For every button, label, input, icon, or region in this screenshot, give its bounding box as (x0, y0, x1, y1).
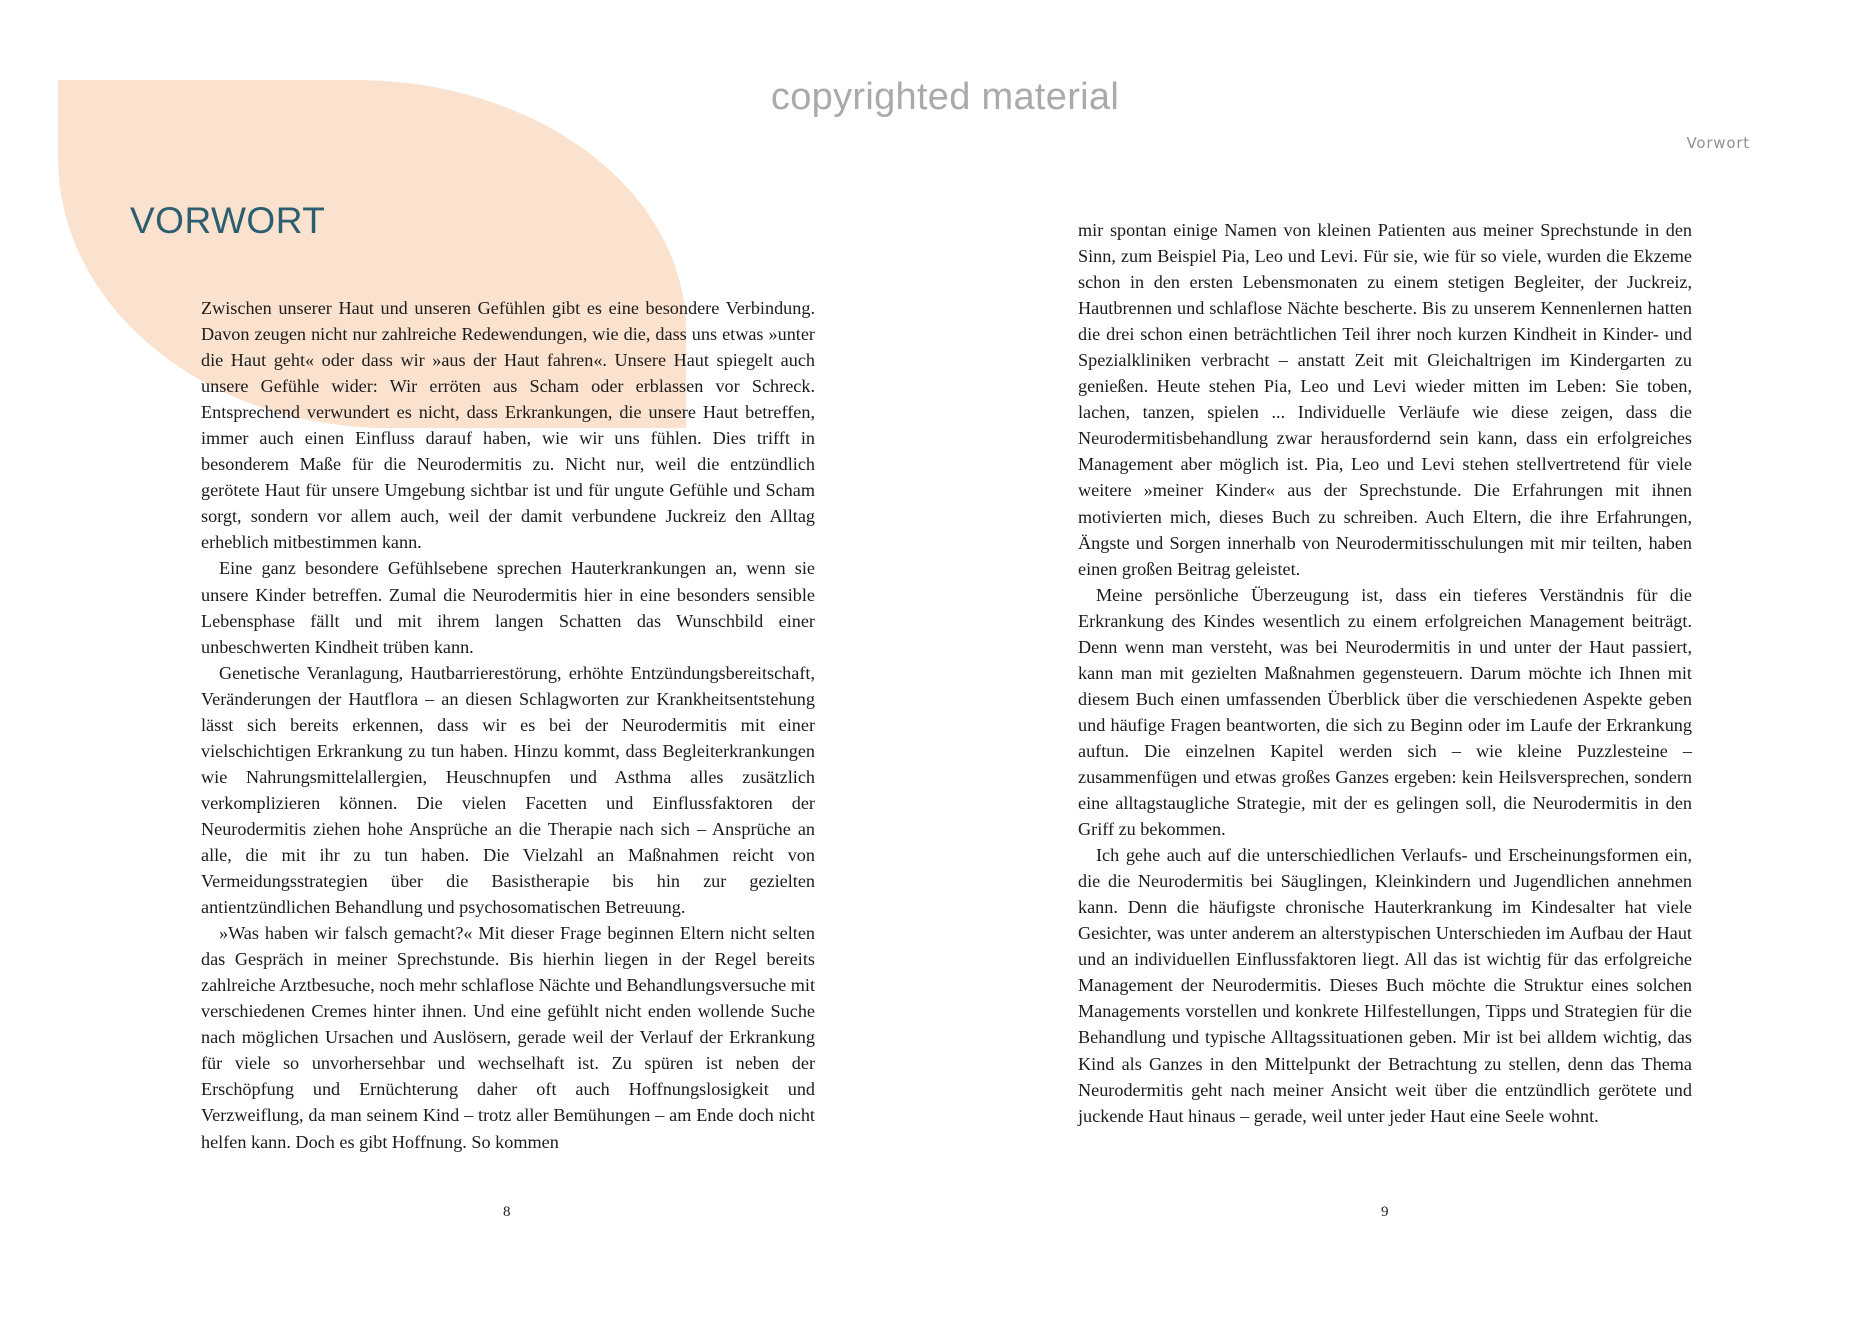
page-number-right: 9 (1381, 1204, 1389, 1220)
paragraph: mir spontan einige Namen von kleinen Patienten aus meiner Sprechstunde in den Sinn, zum Beispiel Pia, Leo und Levi. Für sie, wie für so viele, wurden die Ekzeme schon in den ersten Lebensmonaten zu einem stetigen Begleiter, der Juckreiz, Hautbrennen und schlaflose Nächte bescherte. Bis zu unserem Kennenlernen hatten die drei schon einen beträchtlichen Teil ihrer noch kurzen Kindheit in Kinder- und Spezialkliniken verbracht – anstatt Zeit mit Gleichaltrigen im Kindergarten zu genießen. Heute stehen Pia, Leo und Levi wieder mitten im Leben: Sie toben, lachen, tanzen, spielen ... Individuelle Verläufe wie diese zeigen, dass die Neurodermitisbehandlung zwar herausfordernd sein kann, dass ein erfolgreiches Management aber möglich ist. Pia, Leo und Levi stehen stellvertretend für viele weitere »meiner Kinder« aus der Sprechstunde. Die Erfahrungen mit ihnen motivierten mich, dieses Buch zu schreiben. Auch Eltern, die ihre Erfahrungen, Ängste und Sorgen innerhalb von Neurodermitisschulungen mit mir teilten, haben einen großen Beitrag geleistet. (1078, 220, 1692, 579)
watermark: copyrighted material (770, 76, 1120, 118)
left-page-text (201, 295, 815, 1155)
right-page-text (1078, 217, 1692, 1129)
paragraph: »Was haben wir falsch gemacht?« Mit dieser Frage beginnen Eltern nicht selten das Gespräch in meiner Sprechstunde. Bis hierhin liegen in der Regel bereits zahlreiche Arztbesuche, noch mehr schlaflose Nächte und Behandlungsversuche mit verschiedenen Cremes hinter ihnen. Und eine gefühlt nicht enden wollende Suche nach möglichen Ursachen und Auslösern, gerade weil der Verlauf der Erkrankung für viele so unvorhersehbar und wechselhaft ist. Zu spüren ist neben der Erschöpfung und Ernüchterung daher oft auch Hoffnungslosigkeit und Verzweiflung, da man seinem Kind – trotz aller Bemühungen – am Ende doch nicht helfen kann. Doch es gibt Hoffnung. So kommen (201, 923, 815, 1152)
paragraph: Meine persönliche Überzeugung ist, dass ein tieferes Verständnis für die Erkrankung des Kindes wesentlich zu einem erfolgreichen Management beiträgt. Denn wenn man versteht, was bei Neurodermitis in und unter der Haut passiert, kann man mit gezielten Maßnahmen gegensteuern. Darum möchte ich Ihnen mit diesem Buch einen umfassenden Überblick über die verschiedenen Aspekte geben und häufige Fragen beantworten, die sich zu Beginn oder im Laufe der Erkrankung auftun. Die einzelnen Kapitel werden sich – wie kleine Puzzlesteine – zusammenfügen und etwas großes Ganzes ergeben: kein Heilsversprechen, sondern eine alltagstaugliche Strategie, mit der es gelingen soll, die Neurodermitis in den Griff zu bekommen. (1078, 584, 1692, 840)
chapter-title: VORWORT (130, 200, 326, 241)
page-number-left: 8 (503, 1204, 511, 1220)
running-head: Vorwort (1686, 134, 1750, 152)
paragraph: Zwischen unserer Haut und unseren Gefühlen gibt es eine besondere Verbindung. Davon zeugen nicht nur zahlreiche Redewendungen, wie die, dass uns etwas »unter die Haut geht« oder dass wir »aus der Haut fahren«. Unsere Haut spiegelt auch unsere Gefühle wider: Wir erröten aus Scham oder erblassen vor Schreck. Entsprechend verwundert es nicht, dass Erkrankungen, die unsere Haut betreffen, immer auch einen Einfluss darauf haben, wie wir uns fühlen. Dies trifft in besonderem Maße für die Neurodermitis zu. Nicht nur, weil die entzündlich gerötete Haut für unsere Umgebung sichtbar ist und für ungute Gefühle und Scham sorgt, sondern vor allem auch, weil der damit verbundene Juckreiz den Alltag erheblich mitbestimmen kann. (201, 298, 815, 553)
paragraph: Eine ganz besondere Gefühlsebene sprechen Hauterkrankungen an, wenn sie unsere Kinder betreffen. Zumal die Neurodermitis hier in eine besonders sensible Lebensphase fällt und mit ihrem langen Schatten das Wunschbild einer unbeschwerten Kindheit trüben kann. (201, 558, 815, 657)
paragraph: Genetische Veranlagung, Hautbarrierestörung, erhöhte Entzündungsbereitschaft, Veränderungen der Hautflora – an diesen Schlagworten zur Krankheitsentstehung lässt sich bereits erkennen, dass wir es bei der Neurodermitis mit einer vielschichtigen Erkrankung zu tun haben. Hinzu kommt, dass Begleiterkrankungen wie Nahrungsmittelallergien, Heuschnupfen und Asthma alles zusätzlich verkomplizieren können. Die vielen Facetten und Einflussfaktoren der Neurodermitis ziehen hohe Ansprüche an die Therapie nach sich – Ansprüche an alle, die mit ihr zu tun haben. Die Vielzahl an Maßnahmen reicht von Vermeidungsstrategien über die Basistherapie bis hin zur gezielten antientzündlichen Behandlung und psychosomatischen Betreuung. (201, 662, 815, 918)
paragraph: Ich gehe auch auf die unterschiedlichen Verlaufs- und Erscheinungsformen ein, die die Neurodermitis bei Säuglingen, Kleinkindern und Jugendlichen annehmen kann. Denn die häufigste chronische Hauterkrankung im Kindesalter hat viele Gesichter, was unter anderem an alterstypischen Unterschieden im Aufbau der Haut und an individuellen Einflussfaktoren liegt. All das ist wichtig für das erfolgreiche Management der Neurodermitis. Dieses Buch möchte die Struktur eines solchen Managements vorstellen und konkrete Hilfestellungen, Tipps und Strategien für die Behandlung und typische Alltagssituationen geben. Mir ist bei alldem wichtig, das Kind als Ganzes in den Mittelpunkt der Betrachtung zu stellen, denn das Thema Neurodermitis geht nach meiner Ansicht weit über die entzündlich gerötete und juckende Haut hinaus – gerade, weil unter jeder Haut eine Seele wohnt. (1078, 845, 1692, 1126)
